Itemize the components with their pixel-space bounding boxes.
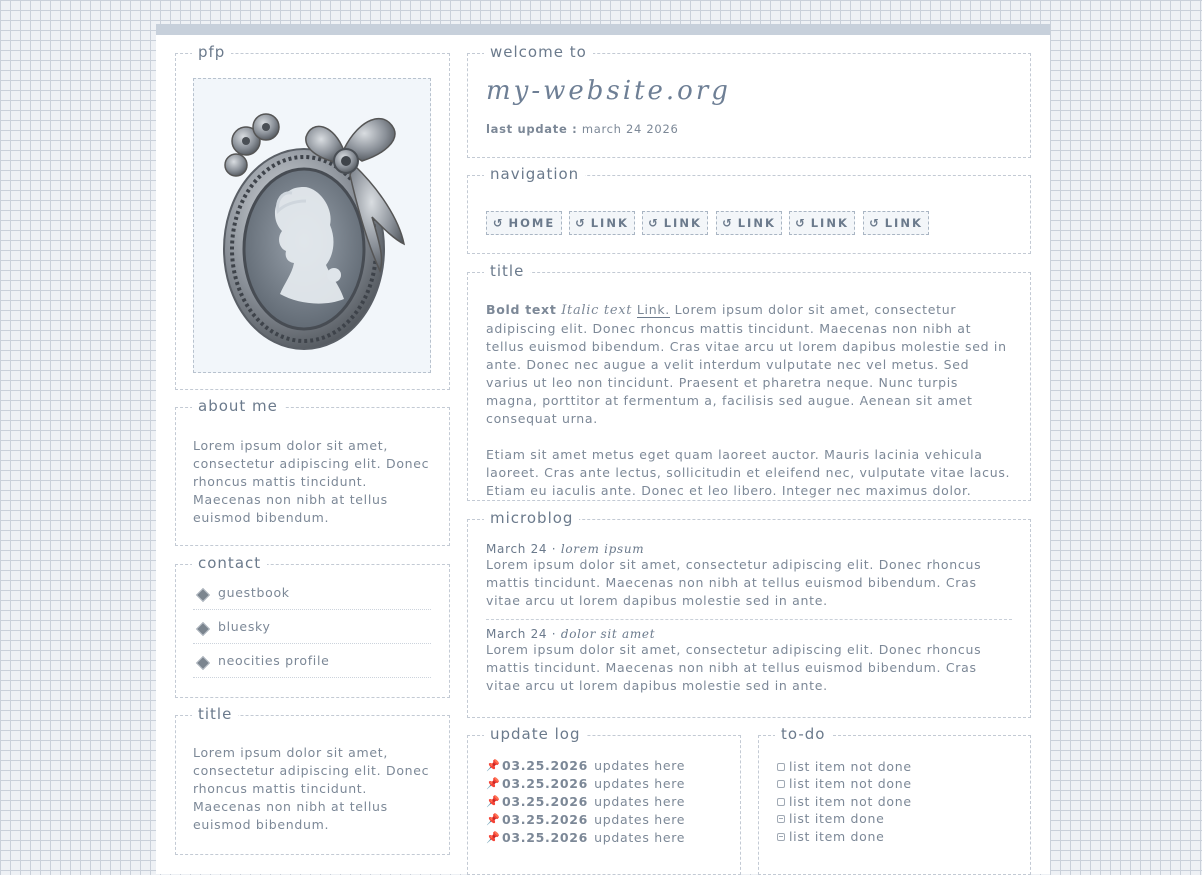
checkbox-checked[interactable] <box>777 815 785 823</box>
todo-item[interactable] <box>777 828 912 846</box>
nav-button-label: LINK <box>663 216 702 230</box>
about-me-text: Lorem ipsum dolor sit amet, consectetur adipiscing elit. Donec rhoncus mattis tincidunt. Maecenas non nibh at tellus euismod bibendum. <box>193 438 430 525</box>
arrow-icon: ↺ <box>795 216 807 230</box>
todo-label: list item not done <box>789 776 912 792</box>
microblog-post <box>486 627 1012 695</box>
nav-button-label: LINK <box>737 216 776 230</box>
contact-box <box>175 554 450 698</box>
last-update-value: march 24 2026 <box>581 122 679 136</box>
pfp-box <box>175 43 450 390</box>
diamond-bullet-icon <box>196 587 210 601</box>
log-date: 03.25.2026 <box>502 776 589 791</box>
contact-link-guestbook[interactable] <box>193 576 431 610</box>
post-subject: lorem ipsum <box>560 542 645 556</box>
log-date: 03.25.2026 <box>502 812 589 827</box>
nav-button-label: LINK <box>884 216 923 230</box>
link-sample[interactable]: Link. <box>636 302 670 317</box>
pin-icon: 📌 <box>486 795 501 808</box>
update-log-box <box>467 725 741 875</box>
nav-button-label: HOME <box>508 216 556 230</box>
welcome-box <box>467 43 1031 158</box>
post-date: March 24 · <box>486 542 557 556</box>
contact-link-label: neocities profile <box>218 652 330 668</box>
nav-button-label: LINK <box>810 216 849 230</box>
pin-icon: 📌 <box>486 777 501 790</box>
todo-box <box>758 725 1031 875</box>
about-me-box <box>175 397 450 546</box>
arrow-icon: ↺ <box>648 216 660 230</box>
arrow-icon: ↺ <box>492 216 505 230</box>
page-container <box>156 24 1050 874</box>
log-text: updates here <box>594 830 686 845</box>
nav-button-home[interactable] <box>486 211 562 235</box>
site-title: my-website.org <box>486 76 731 106</box>
nav-button-link-3[interactable] <box>716 211 782 235</box>
side-title-text: Lorem ipsum dolor sit amet, consectetur adipiscing elit. Donec rhoncus mattis tincidunt. Maecenas non nibh at tellus euismod bibendum. <box>193 745 430 832</box>
nav-button-link-1[interactable] <box>569 211 635 235</box>
todo-label: list item done <box>789 828 885 844</box>
paragraph-1-text: Lorem ipsum dolor sit amet, consectetur adipiscing elit. Donec rhoncus mattis tincidunt. Maecenas non nibh at tellus euismod bibendum. Cras vitae arcu ut lorem dapibus molestie sed in ante. Donec nec augue a velit interdum vulputate nec vel metus. Sed varius ut leo non tincidunt. Praesent et pharetra neque. Nunc turpis magna, porttitor at fermentum a, facilisis sed augue. Aenean sit amet consequat urna. <box>486 302 1007 426</box>
side-title-legend: title <box>192 704 238 724</box>
update-log-entry <box>486 757 685 775</box>
last-update-label: last update : <box>486 122 578 136</box>
pfp-legend: pfp <box>192 42 231 62</box>
log-text: updates here <box>594 758 686 773</box>
todo-label: list item done <box>789 811 885 827</box>
log-text: updates here <box>594 794 686 809</box>
pin-icon: 📌 <box>486 759 501 772</box>
microblog-post <box>486 542 1012 610</box>
nav-button-link-4[interactable] <box>789 211 855 235</box>
contact-link-label: bluesky <box>218 618 271 634</box>
checkbox[interactable] <box>777 780 785 788</box>
post-date: March 24 · <box>486 627 557 641</box>
update-log-entry <box>486 775 685 793</box>
post-subject: dolor sit amet <box>560 627 656 641</box>
log-date: 03.25.2026 <box>502 758 589 773</box>
contact-link-neocities[interactable] <box>193 644 431 678</box>
profile-picture <box>193 78 431 373</box>
checkbox-checked[interactable] <box>777 833 785 841</box>
update-log-entry <box>486 793 685 811</box>
microblog-box <box>467 509 1031 718</box>
italic-text-sample: Italic text <box>561 303 633 318</box>
navigation-legend: navigation <box>484 164 585 184</box>
last-update-line <box>486 120 678 138</box>
post-text: Lorem ipsum dolor sit amet, consectetur adipiscing elit. Donec rhoncus mattis tincidunt. Maecenas non nibh at tellus euismod bibendum. Cras vitae arcu ut lorem dapibus molestie sed in ante. <box>486 557 982 608</box>
todo-item[interactable] <box>777 811 912 829</box>
todo-item[interactable] <box>777 793 912 811</box>
main-title-paragraph-2: Etiam sit amet metus eget quam laoreet auctor. Mauris lacinia vehicula laoreet. Cras ante lectus, sollicitudin et eleifend nec, vulputate vitae lacus. Etiam eu iaculis ante. Donec et leo libero. Integer nec maximus dolor. <box>486 447 1011 498</box>
pin-icon: 📌 <box>486 831 501 844</box>
log-date: 03.25.2026 <box>502 830 589 845</box>
checkbox[interactable] <box>777 798 785 806</box>
diamond-bullet-icon <box>196 655 210 669</box>
checkbox[interactable] <box>777 763 785 771</box>
microblog-legend: microblog <box>484 508 579 528</box>
todo-label: list item not done <box>789 758 912 774</box>
update-log-legend: update log <box>484 724 587 744</box>
todo-item[interactable] <box>777 776 912 794</box>
side-title-box <box>175 705 450 855</box>
todo-item[interactable] <box>777 758 912 776</box>
nav-button-link-2[interactable] <box>642 211 708 235</box>
main-title-box <box>467 262 1031 501</box>
cameo-brooch-image <box>194 79 430 372</box>
nav-button-label: LINK <box>590 216 629 230</box>
about-me-legend: about me <box>192 396 284 416</box>
update-log-entry <box>486 829 685 847</box>
update-log-list <box>486 757 685 847</box>
arrow-icon: ↺ <box>869 216 881 230</box>
diamond-bullet-icon <box>196 621 210 635</box>
arrow-icon: ↺ <box>575 216 587 230</box>
contact-link-bluesky[interactable] <box>193 610 431 644</box>
contact-legend: contact <box>192 553 267 573</box>
bold-text-sample: Bold text <box>486 302 557 317</box>
nav-button-link-5[interactable] <box>863 211 929 235</box>
log-text: updates here <box>594 812 686 827</box>
post-text: Lorem ipsum dolor sit amet, consectetur adipiscing elit. Donec rhoncus mattis tincidunt. Maecenas non nibh at tellus euismod bibendum. Cras vitae arcu ut lorem dapibus molestie sed in ante. <box>486 642 982 693</box>
main-title-paragraph-1 <box>486 301 1012 428</box>
log-text: updates here <box>594 776 686 791</box>
main-title-body <box>486 301 1012 500</box>
update-log-entry <box>486 811 685 829</box>
microblog-post-header <box>486 627 1012 641</box>
todo-list <box>777 758 912 846</box>
log-date: 03.25.2026 <box>502 794 589 809</box>
todo-label: list item not done <box>789 793 912 809</box>
arrow-icon: ↺ <box>722 216 734 230</box>
contact-link-label: guestbook <box>218 584 290 600</box>
todo-legend: to-do <box>775 724 831 744</box>
welcome-legend: welcome to <box>484 42 593 62</box>
navigation-box <box>467 165 1031 254</box>
microblog-divider <box>486 619 1012 620</box>
main-title-legend: title <box>484 261 530 281</box>
microblog-post-header <box>486 542 1012 556</box>
pin-icon: 📌 <box>486 813 501 826</box>
